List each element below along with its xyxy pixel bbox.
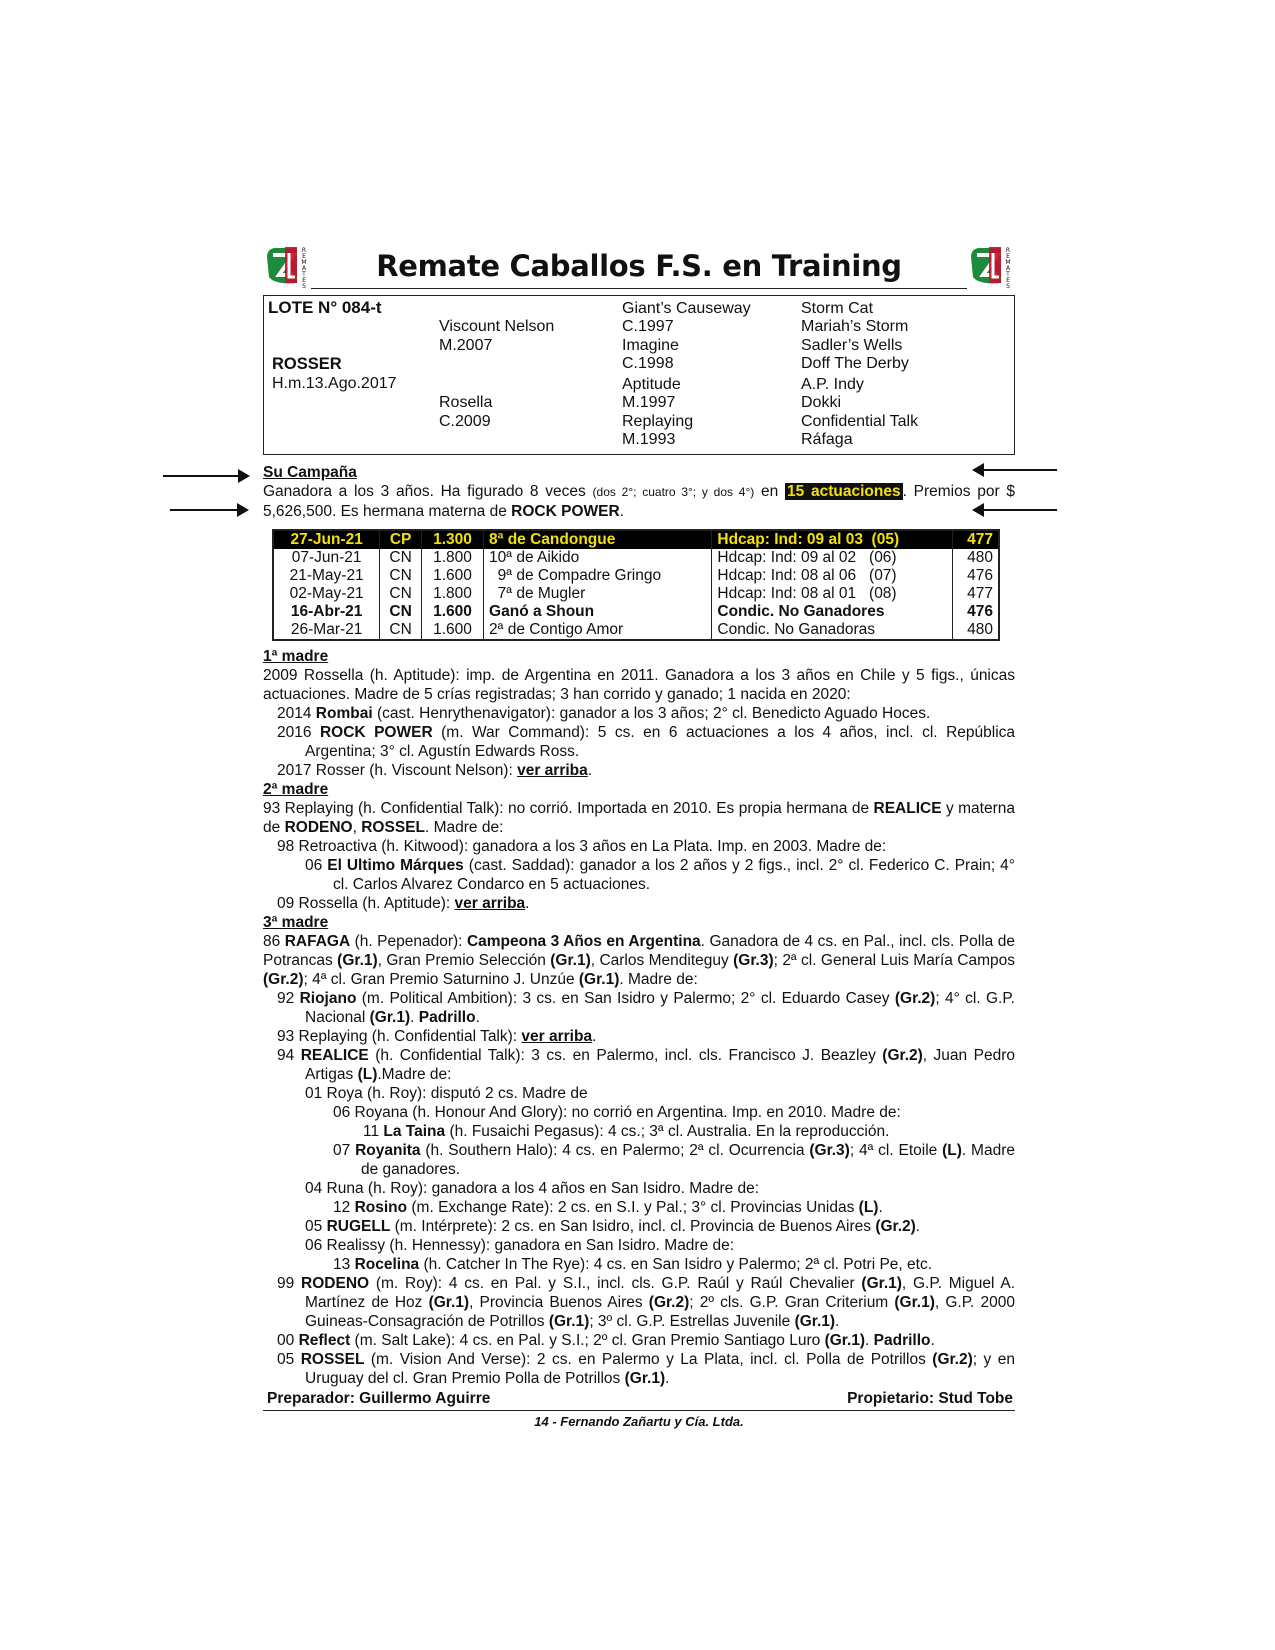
race-row [273,603,999,621]
arrow-left-2 [170,509,244,511]
madre3-rugell: 05 RUGELL (m. Intérprete): 2 cs. en San Isidro, incl. cl. Provincia de Buenos Aires (Gr.2). [305,1218,921,1235]
svg-text:A: A [301,265,307,272]
race-date: 16-Abr-21 [273,603,380,621]
race-date: 27-Jun-21 [273,530,380,549]
svg-text:M: M [1005,259,1011,266]
madre2-intro: 93 Replaying (h. Confidential Talk): no corrió. Importada en 2010. Es propia hermana de REALICE y materna de RODENO, ROSSEL. Madre de: [263,800,1016,836]
madre2-elultimo: 06 El Ultimo Márques (cast. Saddad): ganador a los 2 años y 2 figs., incl. 2° cl. Federico C. Prain; 4° cl. Carlos Alvarez Condarco en 5 actuaciones. [305,857,1015,893]
madre2-rossella: 09 Rossella (h. Aptitude): ver arriba. [277,895,530,912]
madre1-rosser: 2017 Rosser (h. Viscount Nelson): ver arriba. [277,762,593,779]
trainer: Preparador: Guillermo Aguirre [267,1390,491,1407]
owner: Propietario: Stud Tobe [847,1390,1013,1407]
madre3-runa: 04 Runa (h. Roy): ganadora a los 4 años en San Isidro. Madre de: [305,1180,760,1197]
race-result: 10ª de Aikido [484,549,712,567]
race-condition: Hdcap: Ind: 08 al 01 (08) [712,585,952,603]
race-condition: Hdcap: Ind: 09 al 03 (05) [712,530,952,549]
gen4-6: Dokki [801,394,842,411]
gen3-8: M.1993 [622,431,676,448]
race-condition: Condic. No Ganadores [712,603,952,621]
race-result: 9ª de Compadre Gringo [484,567,712,585]
race-row [273,585,999,603]
race-date: 26-Mar-21 [273,621,380,640]
madre3-lataina: 11 La Taina (h. Fusaichi Pegasus): 4 cs.; 3ª cl. Australia. En la reproducción. [363,1123,890,1140]
highlight-actuaciones: 15 actuaciones [787,483,901,500]
madre3-rocelina: 13 Rocelina (h. Catcher In The Rye): 4 cs. en San Isidro y Palermo; 2ª cl. Potri Pe, etc. [333,1256,933,1273]
madre3-heading: 3ª madre [263,914,329,931]
race-weight: 477 [952,585,999,603]
race-distance: 1.600 [421,603,483,621]
svg-text:E: E [1006,277,1010,284]
madre1-heading: 1ª madre [263,648,329,665]
race-weight: 480 [952,621,999,640]
race-weight: 476 [952,567,999,585]
madre3-royana: 06 Royana (h. Honour And Glory): no corrió en Argentina. Imp. en 2010. Madre de: [333,1104,901,1121]
horse-name: ROSSER [272,355,342,373]
madre3-replaying: 93 Replaying (h. Confidential Talk): ver arriba. [277,1028,597,1045]
madre3-reflect: 00 Reflect (m. Salt Lake): 4 cs. en Pal. y S.I.; 2º cl. Gran Premio Santiago Luro (Gr.1). Padrillo. [277,1332,935,1349]
gen4-5: A.P. Indy [801,376,864,393]
svg-text:R: R [301,247,307,254]
svg-text:T: T [1006,271,1010,278]
madre1-rombai: 2014 Rombai (cast. Henrythenavigator): ganador a los 3 años; 2° cl. Benedicto Aguado Hoces. [277,705,931,722]
svg-text:E: E [1006,253,1010,260]
race-distance: 1.800 [421,549,483,567]
races-table [272,529,1000,641]
madre3-rossel: 05 ROSSEL (m. Vision And Verse): 2 cs. en Palermo y La Plata, incl. cl. Polla de Potrillos (Gr.2); y en Uruguay del cl. Gran Premio Polla de Potrillos (Gr.1). [277,1351,1015,1387]
arrow-left-1 [163,475,245,477]
svg-text:E: E [302,277,306,284]
race-result: 7ª de Mugler [484,585,712,603]
gen3-1: Giant’s Causeway [622,300,751,317]
svg-text:S: S [1006,283,1010,289]
race-result: 8ª de Candongue [484,530,712,549]
page-title: Remate Caballos F.S. en Training [376,249,902,283]
remates-logo-left [263,243,311,289]
svg-text:A: A [1005,265,1011,272]
race-distance: 1.600 [421,567,483,585]
race-weight: 477 [952,530,999,549]
svg-text:M: M [301,259,307,266]
race-condition: Hdcap: Ind: 08 al 06 (07) [712,567,952,585]
madre1-intro: 2009 Rossella (h. Aptitude): imp. de Argentina en 2011. Ganadora a los 3 años en Chile y 5 figs., únicas actuaciones. Madre de 5 crías registradas; 3 han corrido y ganado; 1 nacida en 2020: [263,667,1015,703]
dam-name: Rosella [439,394,493,411]
campaign-text: Ganadora a los 3 años. Ha figurado 8 veces (dos 2°; cuatro 3°; y dos 4°) en 15 actuaciones . Premios por $ 5,626,500. Es hermana materna de ROCK POWER. [263,483,1015,520]
gen3-2: C.1997 [622,318,674,335]
gen3-3: Imagine [622,337,679,354]
svg-text:R: R [1005,247,1011,254]
race-track: CN [380,585,422,603]
gen3-4: C.1998 [622,355,674,372]
race-date: 07-Jun-21 [273,549,380,567]
madre3-realissy: 06 Realissy (h. Hennessy): ganadora en San Isidro. Madre de: [305,1237,735,1254]
svg-text:S: S [302,283,306,289]
race-distance: 1.300 [421,530,483,549]
race-track: CN [380,603,422,621]
race-row [273,530,999,549]
pedigree-box [263,295,1015,455]
race-condition: Hdcap: Ind: 09 al 02 (06) [712,549,952,567]
race-distance: 1.800 [421,585,483,603]
race-result: Ganó a Shoun [484,603,712,621]
madre3-royanita: 07 Royanita (h. Southern Halo): 4 cs. en Palermo; 2ª cl. Ocurrencia (Gr.3); 4ª cl. Etoile (L). Madre de ganadores. [333,1142,1015,1178]
madre3-realice: 94 REALICE (h. Confidential Talk): 3 cs. en Palermo, incl. cls. Francisco J. Beazley (Gr.2), Juan Pedro Artigas (L).Madre de: [277,1047,1015,1083]
race-track: CN [380,549,422,567]
madre3-riojano: 92 Riojano (m. Political Ambition): 3 cs. en San Isidro y Palermo; 2° cl. Eduardo Casey (Gr.2); 4° cl. G.P. Nacional (Gr.1). Padrillo. [277,990,1015,1026]
gen4-3: Sadler’s Wells [801,337,903,354]
race-row [273,621,999,640]
race-row [273,549,999,567]
gen4-4: Doff The Derby [801,355,909,372]
race-result: 2ª de Contigo Amor [484,621,712,640]
race-weight: 476 [952,603,999,621]
race-condition: Condic. No Ganadoras [712,621,952,640]
remates-logo-right [967,243,1015,289]
lot-number: LOTE N° 084-t [268,298,382,317]
header [263,243,1015,291]
campaign-heading: Su Campaña [263,464,357,481]
gen3-5: Aptitude [622,376,681,393]
race-date: 02-May-21 [273,585,380,603]
madre2-retroactiva: 98 Retroactiva (h. Kitwood): ganadora a los 3 años en La Plata. Imp. en 2003. Madre de: [277,838,887,855]
gen4-1: Storm Cat [801,300,874,317]
header-rule [311,288,967,289]
madre1-rockpower: 2016 ROCK POWER (m. War Command): 5 cs. en 6 actuaciones a los 4 años, incl. cl. República Argentina; 3° cl. Agustín Edwards Ross. [277,724,1016,760]
footer-bar [263,1388,1015,1411]
race-date: 21-May-21 [273,567,380,585]
race-distance: 1.600 [421,621,483,640]
gen4-2: Mariah’s Storm [801,318,909,335]
madre3-rodeno: 99 RODENO (m. Roy): 4 cs. en Pal. y S.I., incl. cls. G.P. Raúl y Raúl Chevalier (Gr.1), G.P. Miguel A. Martínez de Hoz (Gr.1), Provincia Buenos Aires (Gr.2); 2º cls. G.P. Gran Criterium (Gr.1), G.P. 2000 Guineas-Consagración de Potrillos (Gr.1); 3º cl. G.P. Estrellas Juvenile (Gr.1). [277,1275,1016,1330]
race-weight: 480 [952,549,999,567]
sire-info: M.2007 [439,337,493,354]
madre3-rafaga: 86 RAFAGA (h. Pepenador): Campeona 3 Años en Argentina. Ganadora de 4 cs. en Pal., incl. cls. Polla de Potrancas (Gr.1), Gran Premio Selección (Gr.1), Carlos Menditeguy (Gr.3); 2ª cl. General Luis María Campos (Gr.2); 4ª cl. Gran Premio Saturnino J. Unzúe (Gr.1). Madre de: [263,933,1015,988]
race-track: CN [380,567,422,585]
race-track: CN [380,621,422,640]
gen3-7: Replaying [622,413,694,430]
dam-info: C.2009 [439,413,491,430]
svg-text:T: T [302,271,306,278]
document-page [263,243,1015,1429]
race-track: CP [380,530,422,549]
svg-text:E: E [302,253,306,260]
gen4-7: Confidential Talk [801,413,919,430]
madre3-roya: 01 Roya (h. Roy): disputó 2 cs. Madre de [305,1085,588,1102]
madre3-rosino: 12 Rosino (m. Exchange Rate): 2 cs. en S.I. y Pal.; 3° cl. Provincias Unidas (L). [333,1199,883,1216]
madre2-heading: 2ª madre [263,781,329,798]
sire-name: Viscount Nelson [439,318,555,335]
page-footer: 14 - Fernando Zañartu y Cía. Ltda. [534,1414,744,1429]
horse-info: H.m.13.Ago.2017 [272,375,397,392]
race-row [273,567,999,585]
gen3-6: M.1997 [622,394,676,411]
gen4-8: Ráfaga [801,431,853,448]
